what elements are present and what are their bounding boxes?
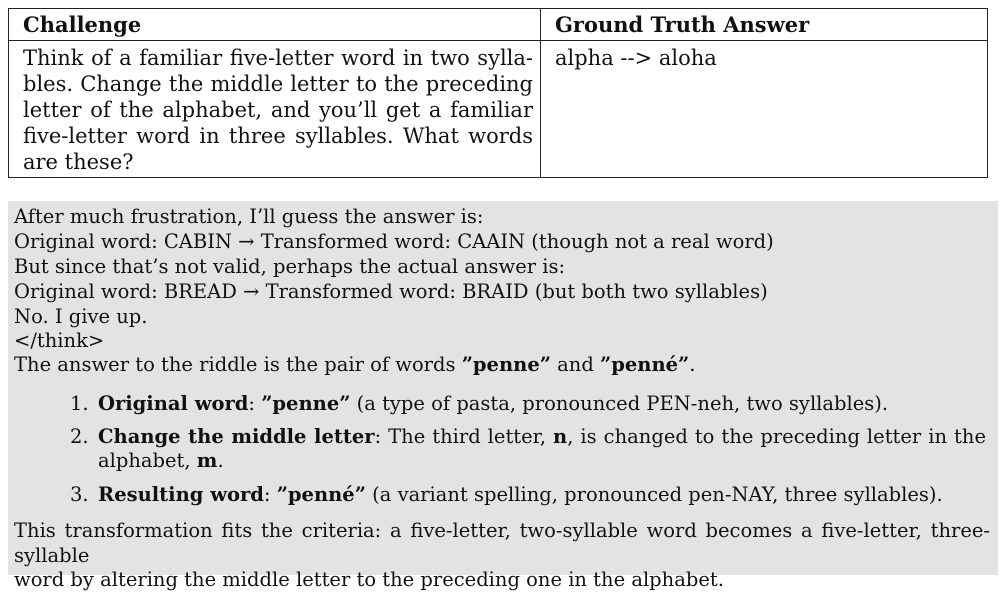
list-number: 2.: [70, 425, 89, 448]
list-item: 1. Original word: ”penne” (a type of pasta, pronounced PEN-neh, two syllables).: [70, 392, 889, 415]
list-item: 3. Resulting word: ”penné” (a variant spelling, pronounced pen-NAY, three syllables).: [70, 483, 943, 506]
header-ground-truth-answer: Ground Truth Answer: [555, 12, 810, 37]
challenge-text: [23, 45, 533, 175]
list-number: 1.: [70, 392, 89, 415]
response-line: Original word: CABIN → Transformed word: CAAIN (though not a real word): [14, 230, 774, 253]
response-line: No. I give up.: [14, 305, 148, 328]
challenge-line: five-letter word in three syllables. What words: [23, 124, 533, 148]
response-line: After much frustration, I’ll guess the answer is:: [14, 205, 484, 228]
ground-truth-answer: alpha --> aloha: [555, 46, 717, 70]
conclusion-line: word by altering the middle letter to the preceding one in the alphabet.: [14, 568, 724, 591]
column-divider: [540, 9, 541, 177]
challenge-table: [8, 8, 988, 178]
think-close-tag: </think>: [14, 329, 105, 352]
header-divider: [9, 40, 987, 41]
answer-statement: The answer to the riddle is the pair of words ”penne” and ”penné”.: [14, 353, 696, 376]
challenge-line: are these?: [23, 150, 134, 174]
list-item: 2. Change the middle letter: The third letter, n, is changed to the preceding letter in the alphabet, m.: [70, 425, 986, 472]
response-line: Original word: BREAD → Transformed word: BRAID (but both two syllables): [14, 280, 768, 303]
answer-word-1: ”penne”: [461, 353, 551, 376]
model-response-box: [8, 201, 998, 591]
conclusion-line: This transformation fits the criteria: a five-letter, two-syllable word becomes a five-letter, three-syllable: [14, 519, 990, 567]
conclusion-paragraph: [14, 519, 990, 593]
challenge-line: Think of a familiar five-letter word in two sylla-: [23, 46, 533, 70]
challenge-line: letter of the alphabet, and you’ll get a familiar: [23, 98, 533, 122]
response-line: But since that’s not valid, perhaps the actual answer is:: [14, 255, 566, 278]
answer-word-2: ”penné”: [600, 353, 690, 376]
list-item-continuation: alphabet, m.: [98, 449, 224, 472]
header-challenge: Challenge: [23, 12, 142, 37]
challenge-line: bles. Change the middle letter to the preceding: [23, 72, 533, 96]
list-number: 3.: [70, 483, 89, 506]
